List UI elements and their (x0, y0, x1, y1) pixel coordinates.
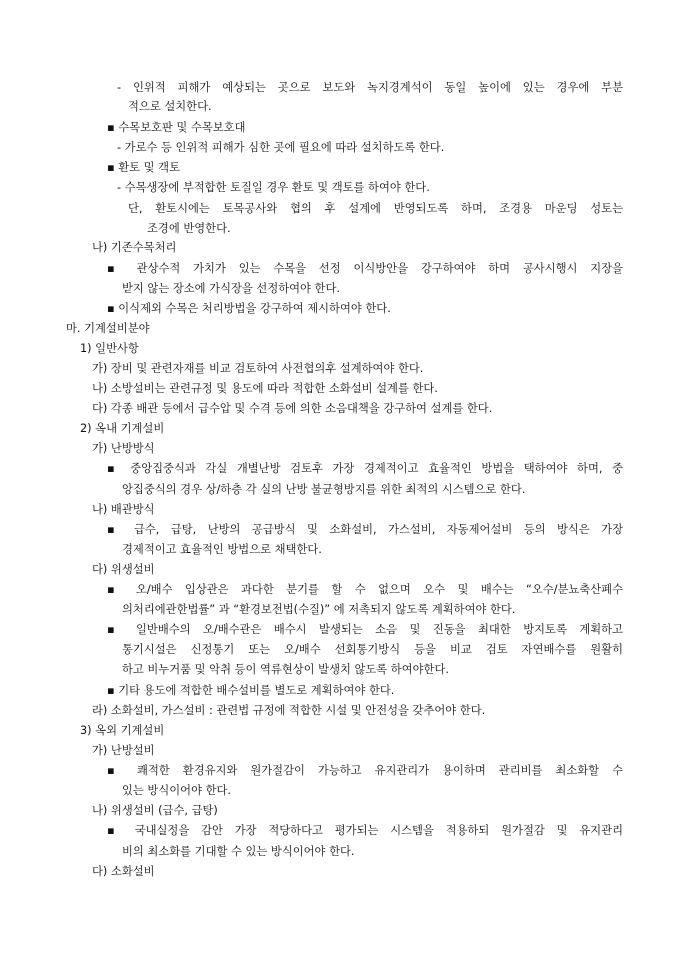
text-line: 의처리에관한법률” 과 “환경보전법(수질)” 에 저촉되지 않도록 계획하여야 한다. (122, 603, 516, 616)
section-heading: 나) 위생설비 (급수, 급탕) (92, 804, 218, 817)
text-line: - 가로수 등 인위적 피해가 심한 곳에 필요에 따라 설치하도록 한다. (117, 141, 445, 154)
text-line: 앙집중식의 경우 상/하층 각 실의 난방 불균형방지를 위한 최적의 시스템으로 한다. (122, 483, 526, 496)
bullet-item: ▪ 국내실정을 감안 가장 적당하다고 평가되는 시스템을 적용하되 원가절감 및 유지관리 (107, 824, 623, 837)
section-heading: 2) 옥내 기계설비 (80, 422, 165, 435)
text-line: 단, 환토시에는 토목공사와 협의 후 설계에 반영되도록 하며, 조경용 마운딩 성토는 (128, 202, 623, 215)
bullet-item: ▪ 중앙집중식과 각실 개별난방 검토후 가장 경제적이고 효율적인 방법을 택하여야 하며, 중 (107, 462, 623, 475)
bullet-item: ▪ 오/배수 입상관은 과다한 분기를 할 수 없으며 오수 및 배수는 “오수/분뇨축산폐수 (107, 583, 623, 596)
section-heading: 나) 배관방식 (92, 503, 155, 516)
text-line: - 인위적 피해가 예상되는 곳으로 보도와 녹지경계석이 동일 높이에 있는 경우에 부분 (117, 81, 623, 94)
section-heading: 가) 난방설비 (92, 744, 155, 757)
bullet-item: ▪ 쾌적한 환경유지와 원가절감이 가능하고 유지관리가 용이하며 관리비를 최소화할 수 (107, 764, 623, 777)
bullet-item: ▪ 관상수적 가치가 있는 수목을 선정 이식방안을 강구하여야 하며 공사시행시 지장을 (107, 262, 623, 275)
section-heading: 다) 위생설비 (92, 563, 155, 576)
bullet-item: ▪ 환토 및 객토 (107, 161, 180, 174)
section-heading: 나) 기존수목처리 (92, 241, 177, 254)
text-line: 비의 최소화를 기대할 수 있는 방식이어야 한다. (122, 845, 355, 858)
text-line: 있는 방식이어야 한다. (122, 784, 231, 797)
bullet-item: ▪ 수목보호판 및 수목보호대 (107, 121, 246, 134)
section-heading: 3) 옥외 기계설비 (80, 724, 165, 737)
bullet-item: ▪ 이식제외 수목은 처리방법을 강구하여 제시하여야 한다. (107, 302, 391, 315)
section-heading: 1) 일반사항 (80, 342, 139, 355)
text-line: 받지 않는 장소에 가식장을 선정하여야 한다. (122, 282, 340, 295)
text-line: 경제적이고 효율적인 방법으로 채택한다. (122, 543, 322, 556)
section-heading: 다) 소화설비 (92, 865, 155, 878)
bullet-item: ▪ 기타 용도에 적합한 배수설비를 별도로 계획하여야 한다. (107, 684, 395, 697)
text-line: 조경에 반영한다. (147, 222, 231, 235)
text-line: 나) 소방설비는 관련규정 및 용도에 따라 적합한 소화설비 설계를 한다. (92, 382, 438, 395)
text-line: 하고 비누거품 및 악취 등이 역류현상이 발생치 않도록 하여야한다. (122, 663, 449, 676)
bullet-item: ▪ 일반배수의 오/배수관은 배수시 발생되는 소음 및 진동을 최대한 방지토록 계획하고 (107, 623, 623, 636)
text-line: 가) 장비 및 관련자재를 비교 검토하여 사전협의후 설계하여야 한다. (92, 362, 424, 375)
text-line: 적으로 설치한다. (128, 100, 212, 113)
chapter-heading: 마. 기계설비분야 (66, 322, 150, 335)
text-line: 통기시설은 신정통기 또는 오/배수 선회통기방식 등을 비교 검토 자연배수를 원활히 (122, 643, 623, 656)
text-line: 다) 각종 배관 등에서 급수압 및 수격 등에 의한 소음대책을 강구하여 설계를 한다. (92, 402, 493, 415)
section-heading: 가) 난방방식 (92, 442, 155, 455)
text-line: 라) 소화설비, 가스설비 : 관련법 규정에 적합한 시설 및 안전성을 갖추어야 한다. (92, 704, 486, 717)
text-line: - 수목생장에 부적합한 토질일 경우 환토 및 객토를 하여야 한다. (117, 181, 430, 194)
bullet-item: ▪ 급수, 급탕, 난방의 공급방식 및 소화설비, 가스설비, 자동제어설비 등의 방식은 가장 (107, 523, 623, 536)
